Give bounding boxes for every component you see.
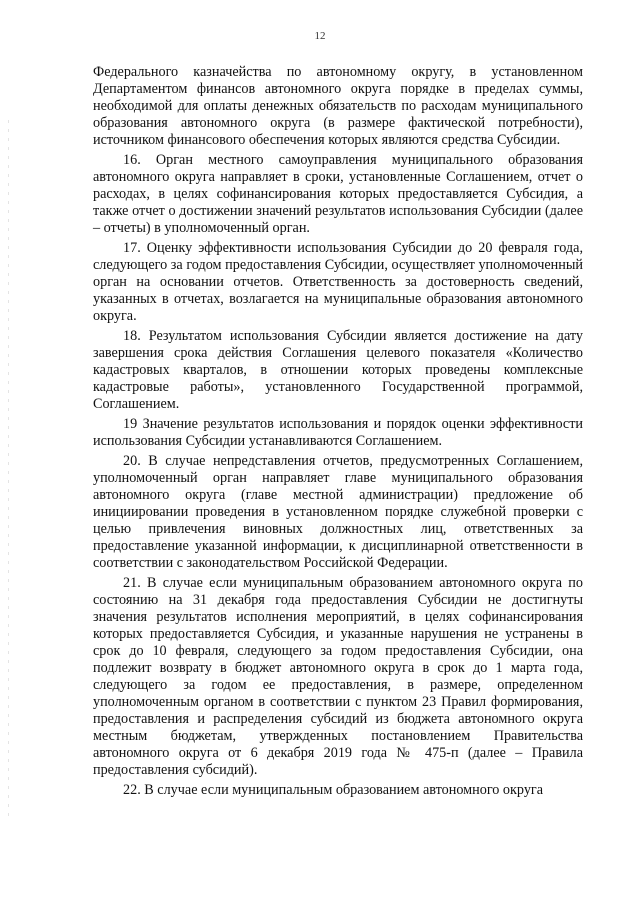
paragraph-16: 16. Орган местного самоуправления муниципального образования автономного округа направляет в сроки, установленные Соглашением, отчет о расходах, в целях софинансирования которых предоставляется Субсидия, а также отчет о достижении значений результатов использования Субсидии (далее – отчеты) в уполномоченный орган.: [93, 152, 583, 236]
paragraph-18: 18. Результатом использования Субсидии является достижение на дату завершения срока действия Соглашения целевого показателя «Количество кадастровых кварталов, в отношении которых проведены комплексные кадастровые работы», установленного Государственной программой, Соглашением.: [93, 328, 583, 412]
paragraph-continuation: Федерального казначейства по автономному округу, в установленном Департаментом финансов автономного округа порядке в пределах суммы, необходимой для оплаты денежных обязательств по расходам муниципального образования автономного округа (в размере фактической потребности), источником финансового обеспечения которых являются средства Субсидии.: [93, 64, 583, 148]
paragraph-22: 22. В случае если муниципальным образованием автономного округа: [123, 782, 544, 798]
paragraph-19: 19 Значение результатов использования и порядок оценки эффективности использования Субсидии устанавливаются Соглашением.: [93, 416, 583, 449]
paragraph-17: 17. Оценку эффективности использования Субсидии до 20 февраля года, следующего за годом предоставления Субсидии, осуществляет уполномоченный орган на основании отчетов. Ответственность за достоверность сведений, указанных в отчетах, возлагается на муниципальные образования автономного округа.: [93, 240, 583, 324]
scan-edge-mark: [8, 120, 9, 820]
paragraph-21: 21. В случае если муниципальным образованием автономного округа по состоянию на 31 декабря года предоставления Субсидии не достигнуты значения результатов исполнения мероприятий, в целях софинансирования которых предоставляется Субсидия, и указанные нарушения не устранены в срок до 10 февраля, следующего за годом предоставления Субсидии, она подлежит возврату в бюджет автономного округа в срок до 1 марта года, следующего за годом ее предоставления, в размере, определенном уполномоченным органом в соответствии с пунктом 23 Правил формирования, предоставления и распределения субсидий из бюджета автономного округа местным бюджетам, утвержденных постановлением Правительства автономного округа от 6 декабря 2019 года № 475-п (далее – Правила предоставления субсидий).: [93, 575, 583, 778]
document-body: [93, 64, 583, 802]
page-number: 12: [314, 30, 326, 42]
paragraph-20: 20. В случае непредставления отчетов, предусмотренных Соглашением, уполномоченный орган направляет главе муниципального образования автономного округа (главе местной администрации) предложение об инициировании проведения в установленном порядке служебной проверки с целью привлечения виновных должностных лиц, ответственных за предоставление указанной информации, к дисциплинарной ответственности в соответствии с законодательством Российской Федерации.: [93, 453, 583, 571]
